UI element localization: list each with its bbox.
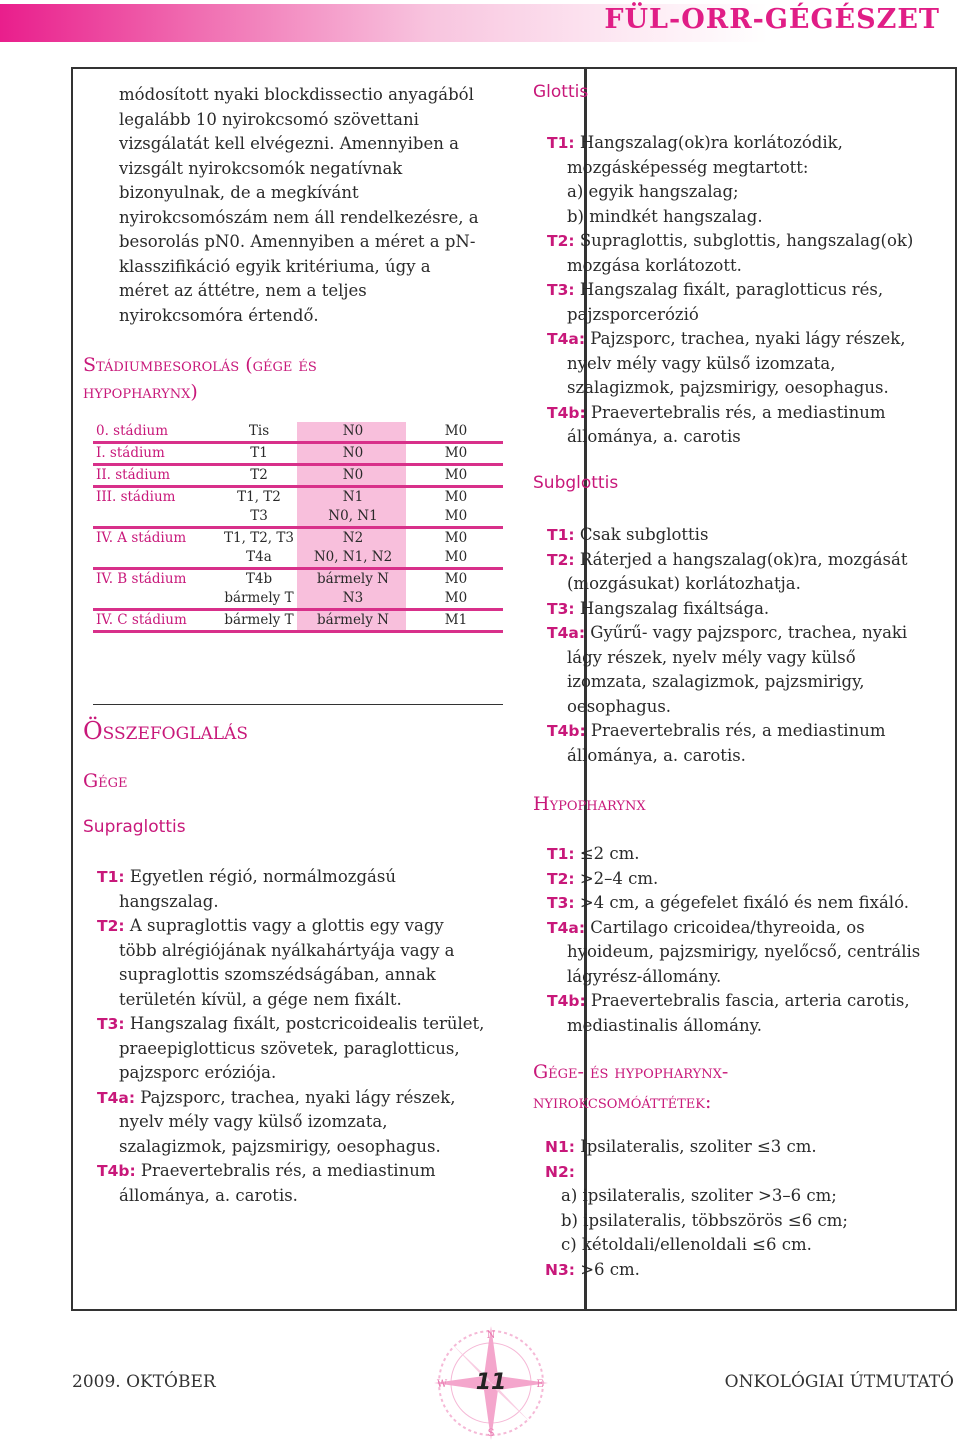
entry-text: Praevertebralis rés, a mediastinum [590, 721, 886, 740]
page-header-title: FÜL-ORR-GÉGÉSZET [604, 4, 940, 35]
table-cell: M0 [406, 422, 503, 443]
intro-line: besorolás pN0. Amennyiben a méret a pN- [119, 232, 476, 251]
entry-line [567, 180, 739, 205]
table-cell: Tis [218, 422, 297, 443]
table-cell: M1 [406, 610, 503, 632]
entry-line [561, 1233, 812, 1258]
intro-line: bizonyulnak, de a megkívánt [119, 183, 359, 202]
table-row [93, 610, 503, 632]
entry-text: b) ipsilateralis, többszörös ≤6 cm; [561, 1210, 848, 1230]
intro-line: nyirokcsomóra értendő. [119, 305, 319, 325]
table-cell [93, 507, 218, 528]
table-cell: I. stádium [93, 443, 218, 465]
entry-text: A supraglottis vagy a glottis egy vagy [129, 916, 444, 935]
nodes-heading: Gége- és hypopharynx- [533, 1061, 729, 1083]
entry-text: Ráterjed a hangszalag(ok)ra, mozgását [579, 549, 908, 569]
entry-text: szalagizmok, pajzsmirigy, oesophagus. [567, 378, 889, 397]
entry-label: T2: [97, 917, 125, 935]
nodes-heading: nyirokcsomóáttétek: [533, 1091, 712, 1113]
intro-line: legalább 10 nyirokcsomó szövettani [119, 109, 419, 129]
entry-label: T4b: [547, 722, 586, 740]
entry-text: b) mindkét hangszalag. [567, 206, 763, 226]
table-cell: M0 [444, 571, 468, 587]
entry-label: T4a: [547, 918, 586, 937]
entry-text: pajzsporcerózió [567, 304, 699, 324]
entry-line [119, 1037, 460, 1062]
entry-text: hangszalag. [119, 891, 219, 911]
entry-line [547, 131, 843, 156]
entry-line [119, 988, 402, 1013]
staging-heading: Stádiumbesorolás (gége és [83, 354, 317, 376]
intro-line: nyirokcsomószám nem áll rendelkezésre, a [119, 207, 479, 227]
entry-line [547, 916, 865, 941]
table-cell: bármely T [218, 610, 297, 632]
entry-line [567, 352, 835, 377]
table-cell: M0 [406, 443, 503, 465]
entry-label: N1: [545, 1138, 575, 1156]
compass-letter-s: S [487, 1428, 495, 1439]
entry-line [567, 254, 742, 279]
entry-text: Cartilago cricoidea/thyreoida, os [590, 917, 865, 937]
entry-text: szalagizmok, pajzsmirigy, oesophagus. [119, 1136, 441, 1156]
entry-line [545, 1258, 640, 1283]
entry-text: izomzata, szalagizmok, pajzsmirigy, [567, 672, 865, 691]
entry-text: (mozgásukat) korlátozhatja. [567, 574, 801, 593]
entry-text: oesophagus. [567, 696, 672, 716]
subglottis-heading: Subglottis [533, 473, 619, 493]
entry-line [567, 646, 856, 671]
footer-date: 2009. OKTÓBER [72, 1372, 216, 1392]
entry-line [97, 1159, 435, 1184]
entry-line [567, 376, 889, 401]
entry-line [119, 1110, 387, 1135]
entry-line [567, 205, 763, 230]
entry-label: T1: [97, 868, 125, 886]
entry-line [119, 939, 455, 964]
entry-text: ≤2 cm. [579, 844, 640, 863]
entry-text: mozgása korlátozott. [567, 255, 742, 275]
table-row [93, 422, 503, 443]
table-cell: N2 [297, 528, 406, 549]
table-cell: IV. B stádium [96, 571, 187, 587]
compass-letter-n: N [486, 1330, 496, 1341]
entry-label: N2: [545, 1162, 575, 1181]
entry-text: nyelv mély vagy külső izomzata, [119, 1112, 388, 1131]
entry-line [547, 523, 708, 548]
entry-text: a) egyik hangszalag; [567, 182, 739, 201]
entry-text: >4 cm, a gégefelet fixáló és nem fixáló. [579, 893, 909, 912]
table-cell: N0 [297, 443, 406, 465]
entry-line [567, 670, 864, 695]
entry-line [567, 303, 699, 328]
entry-line [567, 940, 920, 965]
table-cell: bármely T [218, 589, 297, 610]
entry-label: T3: [547, 599, 575, 618]
entry-line [567, 695, 671, 720]
table-cell: T1, T2 [237, 489, 281, 505]
entry-line [545, 1135, 817, 1160]
entry-line [567, 572, 801, 597]
table-cell: N0, N1, N2 [297, 548, 406, 569]
entry-line [97, 865, 396, 890]
table-cell: M0 [444, 489, 468, 505]
content-box [71, 67, 957, 1311]
table-row [93, 528, 503, 549]
entry-line [561, 1209, 848, 1234]
entry-text: Csak subglottis [579, 525, 709, 544]
table-cell: T2 [218, 465, 297, 487]
entry-label: T3: [97, 1015, 125, 1033]
entry-label: T3: [547, 894, 575, 912]
compass-rose-icon [430, 1322, 552, 1444]
entry-line [547, 989, 910, 1014]
entry-text: Gyűrű- vagy pajzsporc, trachea, nyaki [590, 623, 908, 642]
entry-label: T1: [547, 134, 575, 152]
table-cell: T4b [245, 571, 273, 587]
entry-line [567, 425, 741, 450]
staging-table [93, 422, 503, 633]
entry-text: Egyetlen régió, normálmozgású [129, 867, 396, 886]
section-divider [93, 704, 503, 705]
table-cell: T3 [218, 507, 297, 528]
compass-letter-e: E [536, 1379, 544, 1390]
entry-line [547, 327, 906, 352]
entry-line [119, 963, 436, 988]
entry-label: T4b: [547, 403, 586, 422]
entry-label: T3: [547, 281, 575, 299]
table-cell: M0 [406, 589, 503, 610]
intro-line: vizsgálatát kell elvégezni. Amennyiben a [119, 134, 459, 153]
entry-line [119, 1061, 276, 1086]
entry-line [545, 1160, 575, 1185]
entry-line [547, 842, 640, 867]
entry-line [547, 278, 883, 303]
table-cell: bármely N [297, 610, 406, 632]
table-cell: T1 [218, 443, 297, 465]
intro-line: módosított nyaki blockdissectio anyagából [119, 85, 474, 104]
intro-line: klasszifikáció egyik kritériuma, úgy a [119, 256, 431, 276]
table-cell: N0, N1 [297, 507, 406, 528]
entry-text: Praevertebralis rés, a mediastinum [590, 402, 886, 422]
entry-text: Hangszalag(ok)ra korlátozódik, [579, 133, 843, 152]
table-cell: 0. stádium [93, 422, 218, 443]
entry-line [547, 597, 769, 622]
entry-line [547, 401, 885, 426]
entry-text: Ipsilateralis, szoliter ≤3 cm. [580, 1137, 817, 1156]
entry-text: mozgásképesség megtartott: [567, 157, 809, 177]
summary-heading: Összefoglalás [83, 717, 248, 745]
table-cell: M0 [406, 507, 503, 528]
table-cell: III. stádium [96, 489, 176, 505]
table-cell: T1, T2, T3 [224, 530, 294, 546]
entry-line [567, 156, 808, 181]
table-row [93, 465, 503, 487]
footer-publication: ONKOLÓGIAI ÚTMUTATÓ [724, 1372, 954, 1392]
entry-text: hyoideum, pajzsmirigy, nyelőcső, centrális [567, 942, 921, 961]
entry-label: T4a: [547, 330, 586, 348]
table-row [93, 487, 503, 508]
entry-line [97, 914, 444, 939]
entry-text: pajzsporc eróziója. [119, 1063, 277, 1082]
table-cell: M0 [444, 530, 468, 546]
entry-text: állománya, a. carotis. [119, 1185, 298, 1205]
staging-heading: hypopharynx) [83, 381, 198, 403]
footer-page-number: 11 [475, 1370, 507, 1395]
entry-text: lágy részek, nyelv mély vagy külső [567, 647, 856, 667]
entry-text: több alrégiójának nyálkahártyája vagy a [119, 940, 455, 960]
entry-line [547, 548, 907, 573]
table-cell: bármely N [297, 569, 406, 590]
compass-letter-w: W [436, 1379, 448, 1390]
entry-label: T2: [547, 869, 575, 888]
entry-label: T4b: [97, 1162, 136, 1180]
entry-line [119, 1184, 298, 1209]
table-cell: N1 [297, 487, 406, 508]
entry-line [547, 719, 885, 744]
entry-text: >6 cm. [580, 1259, 640, 1279]
entry-text: >2–4 cm. [579, 868, 659, 888]
entry-line [561, 1184, 837, 1209]
table-cell: T4a [218, 548, 297, 569]
table-cell: N0 [297, 422, 406, 443]
table-cell [93, 548, 218, 569]
entry-text: Hangszalag fixált, paraglotticus rés, [579, 280, 884, 299]
table-cell [93, 589, 218, 610]
entry-label: T2: [547, 232, 575, 250]
entry-text: c) kétoldali/ellenoldali ≤6 cm. [561, 1235, 812, 1254]
entry-line [119, 890, 219, 915]
entry-text: Pajzsporc, trachea, nyaki lágy részek, [140, 1087, 456, 1107]
entry-text: Supraglottis, subglottis, hangszalag(ok) [579, 231, 914, 250]
entry-label: T4b: [547, 992, 586, 1010]
entry-line [119, 1135, 441, 1160]
entry-text: lágyrész-állomány. [567, 966, 722, 986]
glottis-heading: Glottis [533, 82, 589, 102]
entry-text: praeepiglotticus szövetek, paraglotticus, [119, 1038, 460, 1058]
table-row [93, 548, 503, 569]
entry-text: Hangszalag fixált, postcricoidealis terület, [129, 1014, 485, 1033]
entry-text: mediastinalis állomány. [567, 1015, 763, 1035]
entry-text: nyelv mély vagy külső izomzata, [567, 353, 836, 373]
entry-line [547, 891, 909, 916]
gege-heading: Gége [83, 770, 128, 792]
entry-text: Praevertebralis rés, a mediastinum [140, 1161, 436, 1180]
entry-label: T4a: [97, 1088, 136, 1107]
intro-line: vizsgált nyirokcsomók negatívnak [119, 158, 403, 178]
entry-label: N3: [545, 1260, 575, 1279]
entry-label: T2: [547, 550, 575, 569]
entry-label: T4a: [547, 624, 586, 642]
entry-line [567, 965, 721, 990]
entry-line [567, 744, 746, 769]
entry-line [567, 1014, 762, 1039]
entry-line [547, 867, 658, 892]
entry-text: Pajzsporc, trachea, nyaki lágy részek, [590, 329, 906, 348]
entry-line [97, 1086, 456, 1111]
entry-line [97, 1012, 484, 1037]
intro-line: méret az áttétre, nem a teljes [119, 281, 367, 300]
entry-text: a) ipsilateralis, szoliter >3–6 cm; [561, 1186, 837, 1205]
entry-text: állománya, a. carotis. [567, 745, 746, 765]
entry-text: Praevertebralis fascia, arteria carotis, [590, 991, 910, 1010]
table-row [93, 507, 503, 528]
entry-label: T1: [547, 526, 575, 544]
table-row [93, 589, 503, 610]
table-row [93, 443, 503, 465]
table-cell: IV. A stádium [96, 530, 187, 546]
table-cell: N0 [297, 465, 406, 487]
entry-text: területén kívül, a gége nem fixált. [119, 989, 402, 1009]
entry-text: állománya, a. carotis [567, 427, 741, 446]
entry-text: supraglottis szomszédságában, annak [119, 965, 436, 984]
hypopharynx-heading: Hypopharynx [533, 793, 646, 815]
table-cell: II. stádium [93, 465, 218, 487]
table-cell: N3 [297, 589, 406, 610]
supraglottis-heading: Supraglottis [83, 817, 186, 837]
entry-text: Hangszalag fixáltsága. [579, 598, 770, 618]
table-cell: IV. C stádium [93, 610, 218, 632]
table-row [93, 569, 503, 590]
table-cell: M0 [406, 465, 503, 487]
table-cell: M0 [406, 548, 503, 569]
entry-line [547, 229, 913, 254]
entry-line [547, 621, 907, 646]
entry-label: T1: [547, 845, 575, 863]
